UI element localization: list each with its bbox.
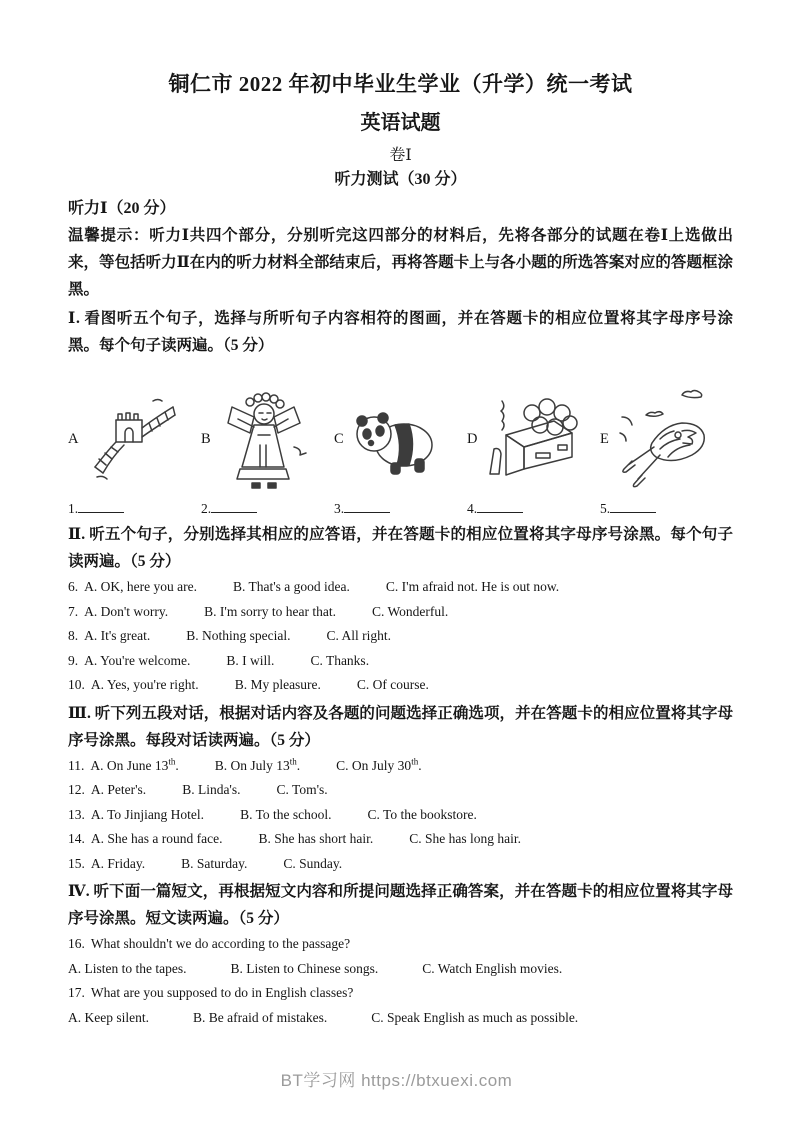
option: B. I'm sorry to hear that.: [204, 603, 336, 619]
option: C. Of course.: [356, 677, 429, 692]
option: B. On July 13th.: [214, 756, 301, 773]
blank-line: [477, 500, 523, 513]
question-6: 6. A. OK, here you are. B. That's a good idea. C. I'm afraid not. He is out now.: [68, 579, 560, 594]
question-14: 14. A. She has a round face. B. She has short hair. C. She has long hair.: [68, 831, 521, 846]
section2-heading: Ⅱ. 听五个句子，分别选择其相应的应答语，并在答题卡的相应位置将其字母序号涂黑。每个句子读两遍。（5 分）: [68, 526, 733, 570]
option: A. Yes, you're right.: [90, 677, 199, 692]
option: C. On July 30th.: [336, 756, 422, 773]
option: B. Listen to Chinese songs.: [230, 960, 379, 976]
picture-option-c: [334, 385, 467, 493]
volume-label: 卷Ⅰ: [389, 147, 412, 164]
blank-line: [78, 500, 124, 513]
option: C. Tom's.: [276, 782, 328, 797]
option: B. I will.: [226, 652, 275, 668]
exam-subtitle: 英语试题: [360, 112, 441, 134]
option: A. To Jinjiang Hotel.: [90, 806, 205, 822]
picture-label-e: E: [600, 430, 609, 447]
question-16: 16. What shouldn't we do according to the passage?: [68, 936, 351, 951]
monument-building-image: [480, 387, 584, 491]
option: A. Keep silent.: [68, 1009, 149, 1025]
question-15: 15. A. Friday. B. Saturday. C. Sunday.: [68, 855, 343, 871]
option: A. Friday.: [90, 855, 146, 871]
question-11: 11. A. On June 13th. B. On July 13th. C. On July 30th.: [68, 756, 422, 773]
option: A. Don't worry.: [84, 603, 169, 619]
option: B. To the school.: [240, 806, 332, 822]
picture-option-d: [467, 385, 600, 493]
option: C. Wonderful.: [371, 603, 449, 619]
option: A. You're welcome.: [84, 652, 191, 668]
blank-line: [610, 500, 656, 513]
option: C. I'm afraid not. He is out now.: [385, 579, 560, 594]
option: A. It's great.: [84, 628, 151, 643]
panda-image: [347, 387, 443, 491]
option: C. She has long hair.: [409, 831, 521, 846]
section1-heading: Ⅰ. 看图听五个句子，选择与所听句子内容相符的图画，并在答题卡的相应位置将其字母序号涂黑。每个句子读两遍。（5 分）: [68, 310, 733, 354]
option: C. Watch English movies.: [422, 960, 563, 976]
option: A. She has a round face.: [90, 831, 223, 846]
question-9: 9. A. You're welcome. B. I will. C. Thanks.: [68, 652, 370, 668]
question-text: What shouldn't we do according to the passage?: [90, 936, 351, 951]
option: C. To the bookstore.: [367, 806, 477, 822]
blank-line: [344, 500, 390, 513]
peking-opera-figure-image: [214, 387, 312, 491]
picture-label-c: C: [334, 430, 344, 447]
superscript: th: [168, 756, 176, 766]
section3-heading: Ⅲ. 听下列五段对话，根据对话内容及各题的问题选择正确选项，并在答题卡的相应位置将其字母序号涂黑。每段对话读两遍。（5 分）: [68, 704, 733, 749]
picture-label-d: D: [467, 430, 478, 447]
question-8: 8. A. It's great. B. Nothing special. C. All right.: [68, 628, 392, 643]
answer-blank-5: 5.: [600, 499, 733, 519]
picture-option-b: [201, 385, 334, 493]
option: C. Speak English as much as possible.: [371, 1009, 579, 1025]
question-16-options: [68, 957, 733, 982]
answer-blanks-row: [68, 499, 733, 519]
option: B. Saturday.: [181, 855, 248, 871]
picture-options-row: [68, 385, 733, 493]
question-12: 12. A. Peter's. B. Linda's. C. Tom's.: [68, 782, 328, 797]
exam-title: 铜仁市 2022 年初中毕业生学业（升学）统一考试: [168, 72, 633, 96]
option: A. Peter's.: [90, 782, 147, 797]
question-10: 10. A. Yes, you're right. B. My pleasure. C. Of course.: [68, 677, 429, 692]
question-17-options: [68, 1006, 733, 1031]
option: B. That's a good idea.: [232, 579, 350, 594]
option: B. My pleasure.: [234, 677, 321, 692]
option: C. Thanks.: [310, 652, 370, 668]
question-13: 13. A. To Jinjiang Hotel. B. To the school. C. To the bookstore.: [68, 806, 477, 822]
site-watermark: BT学习网 https://btxuexi.com: [280, 1071, 513, 1090]
option: B. She has short hair.: [258, 831, 374, 846]
picture-label-a: A: [68, 430, 79, 447]
answer-blank-2: 2.: [201, 499, 334, 519]
option: A. OK, here you are.: [84, 579, 197, 594]
great-wall-image: [81, 387, 185, 491]
option: B. Nothing special.: [186, 628, 291, 643]
superscript: th: [411, 756, 419, 766]
blank-line: [211, 500, 257, 513]
option: A. On June 13th.: [90, 756, 179, 773]
listening-section-title: 听力测试（30 分）: [334, 171, 467, 188]
question-text: What are you supposed to do in English classes?: [90, 985, 354, 1000]
option: A. Listen to the tapes.: [68, 960, 187, 976]
question-7: 7. A. Don't worry. B. I'm sorry to hear that. C. Wonderful.: [68, 603, 449, 619]
option: C. Sunday.: [283, 855, 343, 871]
notice-paragraph: 温馨提示：听力Ⅰ共四个部分，分别听完这四部分的材料后，先将各部分的试题在卷Ⅰ上选做出来，等包括听力Ⅱ在内的听力材料全部结束后，再将答题卡上与各小题的所选答案对应的答题框涂黑。: [68, 227, 733, 298]
picture-option-a: [68, 385, 201, 493]
answer-blank-1: 1.: [68, 499, 201, 519]
picture-label-b: B: [201, 430, 211, 447]
part-title: 听力Ⅰ（20 分）: [68, 200, 176, 217]
dragon-boat-image: [612, 387, 716, 491]
option: B. Be afraid of mistakes.: [192, 1009, 328, 1025]
superscript: th: [289, 756, 297, 766]
answer-blank-3: 3.: [334, 499, 467, 519]
picture-option-e: [600, 385, 733, 493]
question-17: 17. What are you supposed to do in English classes?: [68, 985, 354, 1000]
answer-blank-4: 4.: [467, 499, 600, 519]
section4-heading: Ⅳ. 听下面一篇短文，再根据短文内容和所提问题选择正确答案，并在答题卡的相应位置将其字母序号涂黑。短文读两遍。（5 分）: [68, 883, 733, 927]
option: C. All right.: [326, 628, 392, 643]
option: B. Linda's.: [182, 782, 241, 797]
